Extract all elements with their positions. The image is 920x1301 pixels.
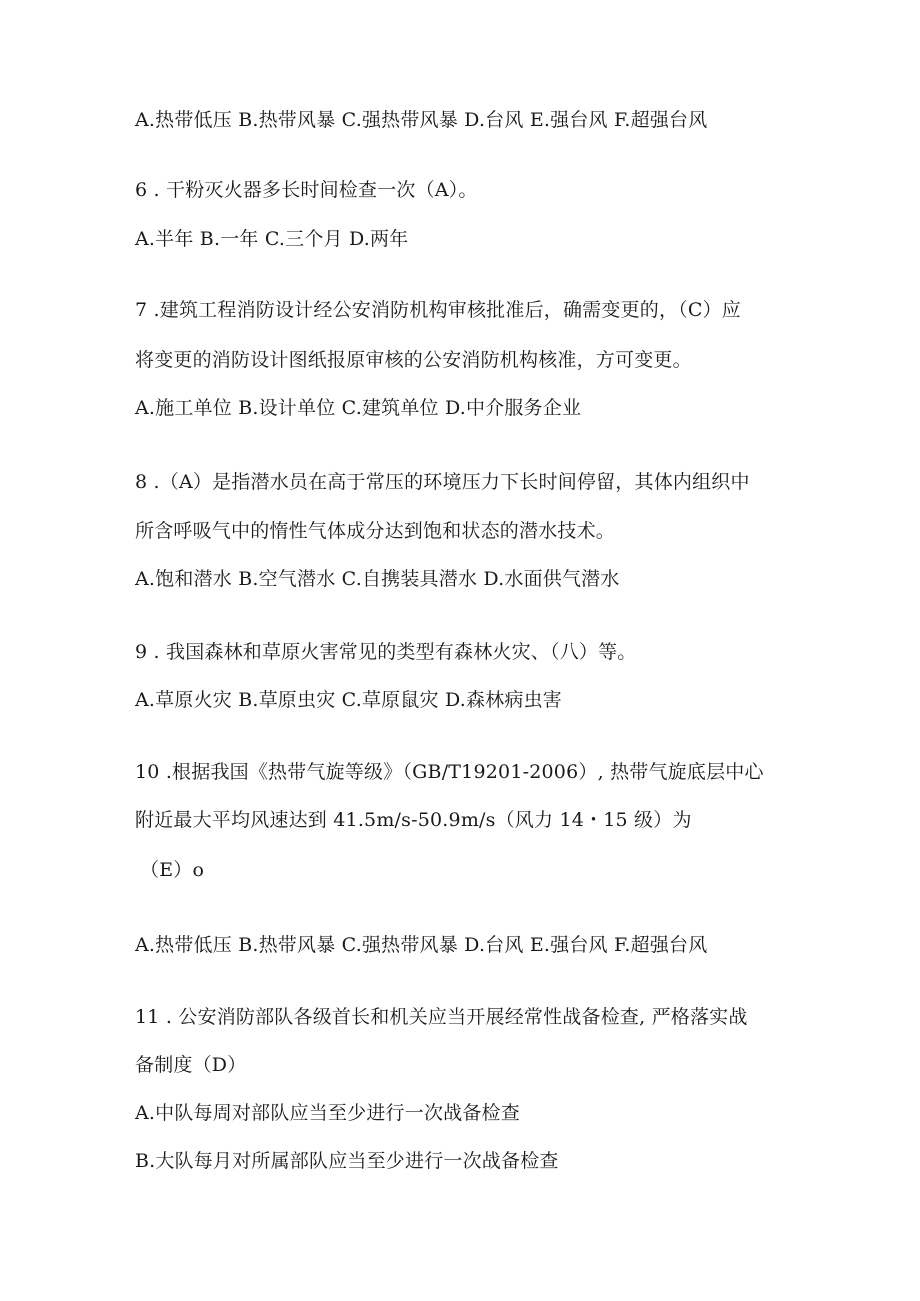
q8-question-line1: 8 .（A）是指潜水员在高于常压的环境压力下长时间停留，其体内组织中 bbox=[135, 471, 750, 493]
q7-question-line1: 7 .建筑工程消防设计经公安消防机构审核批准后，确需变更的，（C）应 bbox=[135, 299, 742, 321]
q11-question-line1: 11 . 公安消防部队各级首长和机关应当开展经常性战备检查, 严格落实战 bbox=[135, 1006, 748, 1028]
q7-options: A.施工单位 B.设计单位 C.建筑单位 D.中介服务企业 bbox=[135, 397, 582, 419]
q10-question-line2: 附近最大平均风速达到 41.5m/s-50.9m/s（风力 14・15 级）为 bbox=[135, 809, 692, 831]
q6-options: A.半年 B.一年 C.三个月 D.两年 bbox=[135, 228, 409, 250]
q7-question-line2: 将变更的消防设计图纸报原审核的公安消防机构核准，方可变更。 bbox=[135, 349, 692, 371]
q9-options: A.草原火灾 B.草原虫灾 C.草原鼠灾 D.森林病虫害 bbox=[135, 689, 562, 711]
q10-question-line1: 10 .根据我国《热带气旋等级》（GB/T19201-2006）, 热带气旋底层中心 bbox=[135, 761, 764, 783]
q10-answer: （E）o bbox=[140, 859, 205, 881]
q11-option-b: B.大队每月对所属部队应当至少进行一次战备检查 bbox=[135, 1150, 559, 1172]
q6-question: 6 . 干粉灭火器多长时间检查一次（A）。 bbox=[135, 179, 478, 201]
q10-options: A.热带低压 B.热带风暴 C.强热带风暴 D.台风 E.强台风 F.超强台风 bbox=[135, 934, 708, 956]
q9-question: 9 . 我国森林和草原火害常见的类型有森林火灾、（八）等。 bbox=[135, 641, 637, 663]
q8-options: A.饱和潜水 B.空气潜水 C.自携装具潜水 D.水面供气潜水 bbox=[135, 568, 620, 590]
q8-question-line2: 所含呼吸气中的惰性气体成分达到饱和状态的潜水技术。 bbox=[135, 520, 616, 542]
q11-question-line2: 备制度（D） bbox=[135, 1054, 247, 1076]
q11-option-a: A.中队每周对部队应当至少进行一次战备检查 bbox=[135, 1102, 520, 1124]
q5-options: A.热带低压 B.热带风暴 C.强热带风暴 D.台风 E.强台风 F.超强台风 bbox=[135, 109, 708, 131]
